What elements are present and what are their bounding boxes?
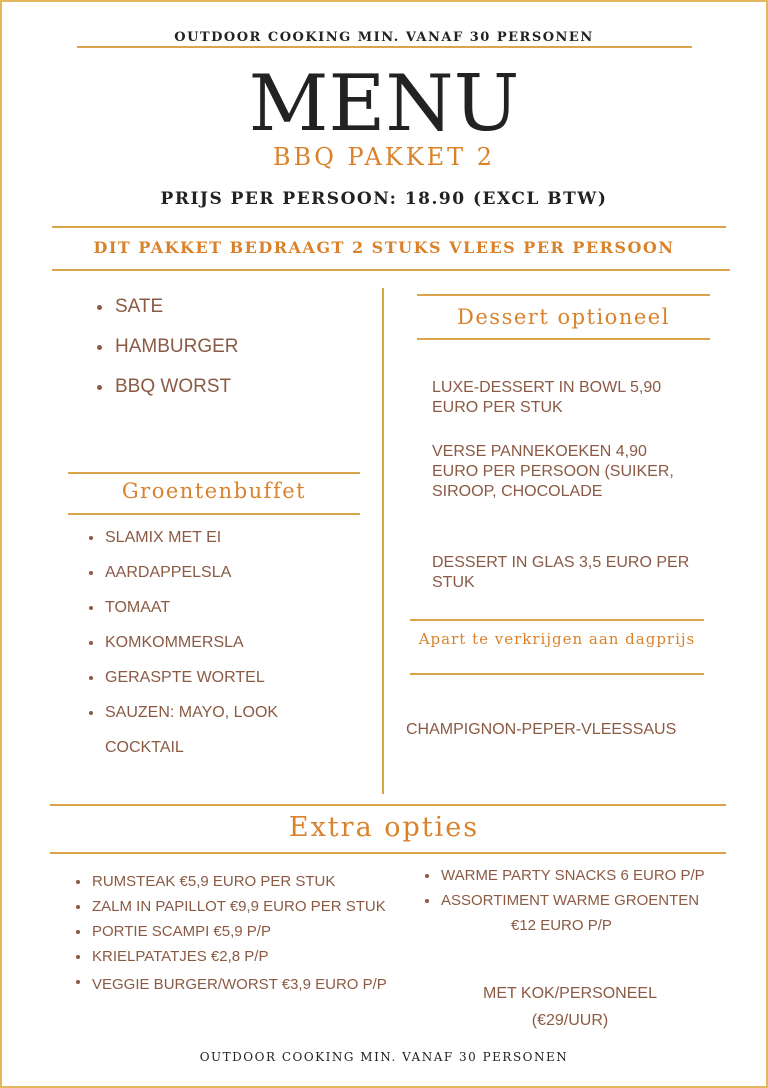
vegetable-label: TOMAAT <box>105 599 171 616</box>
extras-heading: Extra opties <box>288 812 480 843</box>
list-item <box>92 872 402 897</box>
vegetables-heading-bottom-divider <box>68 513 360 515</box>
list-item <box>441 891 741 916</box>
vegetable-label: SLAMIX MET EI <box>105 529 222 546</box>
list-item <box>105 598 278 633</box>
dessert-item-pancakes: VERSE PANNEKOEKEN 4,90 EURO PER PERSOON (SUIKER, SIROOP, CHOCOLADE <box>432 443 674 500</box>
dessert-item-bowl: LUXE-DESSERT IN BOWL 5,90 EURO PER STUK <box>432 379 662 416</box>
meat-item-bbq-worst <box>115 376 239 416</box>
extras-left-list <box>92 872 402 997</box>
meat-list <box>115 296 239 416</box>
separate-heading-bottom-divider <box>410 673 704 675</box>
extra-label: PORTIE SCAMPI €5,9 P/P <box>92 923 271 940</box>
package-note: DIT PAKKET BEDRAAGT 2 STUKS VLEES PER PERSOON <box>93 238 675 257</box>
vegetable-continuation: COCKTAIL <box>105 739 184 756</box>
staff-line: MET KOK/PERSONEEL <box>483 985 657 1002</box>
separate-heading: Apart te verkrijgen aan dagprijs <box>418 630 696 648</box>
vegetable-label: KOMKOMMERSLA <box>105 634 244 651</box>
list-item <box>92 897 402 922</box>
extra-label: ASSORTIMENT WARME GROENTEN <box>441 892 700 909</box>
price-per-person: PRIJS PER PERSOON: 18.90 (EXCL BTW) <box>160 189 608 209</box>
header-tagline: OUTDOOR COOKING MIN. VANAF 30 PERSONEN <box>174 30 594 45</box>
column-divider <box>382 288 384 794</box>
list-item <box>92 922 402 947</box>
page-title: MENU <box>248 59 520 149</box>
dessert-heading-bottom-divider <box>417 338 710 340</box>
meat-item-label: BBQ WORST <box>115 376 232 397</box>
staff-rate: (€29/UUR) <box>531 1012 609 1029</box>
list-item <box>105 563 278 598</box>
vegetable-label: SAUZEN: MAYO, LOOK <box>105 704 279 721</box>
extra-label: RUMSTEAK €5,9 EURO PER STUK <box>92 873 336 890</box>
list-item <box>105 528 278 563</box>
separate-heading-top-divider <box>410 619 704 621</box>
list-item <box>105 668 278 703</box>
meat-item-label: SATE <box>115 296 164 317</box>
vegetables-list <box>105 528 278 738</box>
vegetables-heading: Groentenbuffet <box>121 479 307 503</box>
extras-right-continuation: €12 EURO P/P <box>511 917 612 934</box>
extras-heading-bottom-divider <box>50 852 726 854</box>
list-item <box>92 947 402 972</box>
list-item <box>105 633 278 668</box>
extras-right-list <box>441 866 741 916</box>
package-note-bottom-divider <box>52 269 730 271</box>
meat-item-hamburger <box>115 336 239 376</box>
dessert-heading-top-divider <box>417 294 710 296</box>
list-item <box>92 972 387 997</box>
header-divider <box>77 46 692 48</box>
extra-label: KRIELPATATJES €2,8 P/P <box>92 948 269 965</box>
list-item <box>441 866 741 891</box>
extra-label: WARME PARTY SNACKS 6 EURO P/P <box>441 867 705 884</box>
vegetable-label: AARDAPPELSLA <box>105 564 232 581</box>
dessert-heading: Dessert optioneel <box>457 305 670 329</box>
vegetables-heading-top-divider <box>68 472 360 474</box>
meat-item-sate <box>115 296 239 336</box>
meat-item-label: HAMBURGER <box>115 336 239 357</box>
extra-label: ZALM IN PAPILLOT €9,9 EURO PER STUK <box>92 898 386 915</box>
package-note-top-divider <box>52 226 726 228</box>
separate-item-sauce: CHAMPIGNON-PEPER-VLEESSAUS <box>406 721 677 738</box>
list-item <box>105 703 278 738</box>
footer-tagline: OUTDOOR COOKING MIN. VANAF 30 PERSONEN <box>199 1050 569 1064</box>
extras-heading-top-divider <box>50 804 726 806</box>
package-subtitle: BBQ PAKKET 2 <box>272 143 496 171</box>
vegetable-label: GERASPTE WORTEL <box>105 669 265 686</box>
extra-label: VEGGIE BURGER/WORST €3,9 EURO P/P <box>92 976 387 993</box>
dessert-item-glass: DESSERT IN GLAS 3,5 EURO PER STUK <box>432 554 690 591</box>
